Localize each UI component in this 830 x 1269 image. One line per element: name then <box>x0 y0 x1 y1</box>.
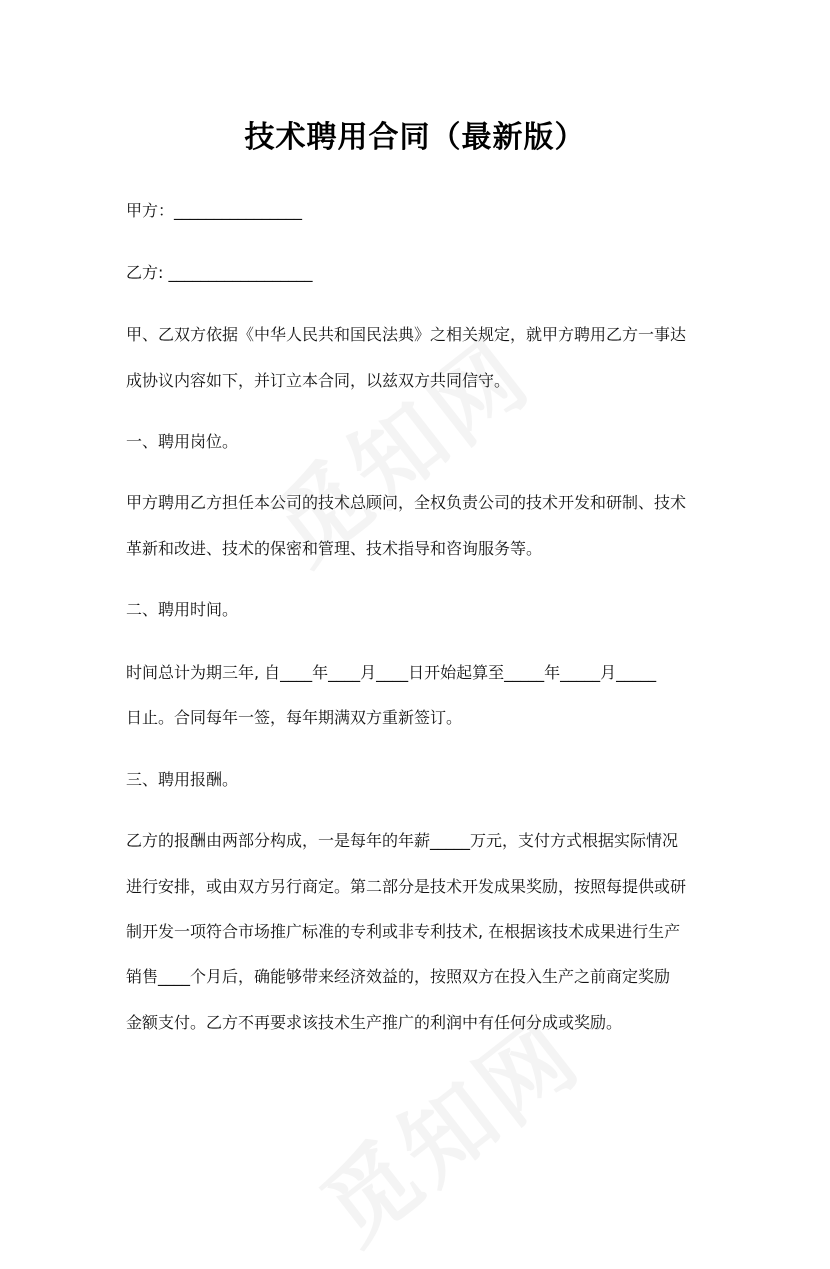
section-heading: 三、聘用报酬。 <box>126 770 239 789</box>
party-b-line: 乙方: __________________ <box>126 263 313 282</box>
section-body-line: 乙方的报酬由两部分构成，一是每年的年薪_____万元，支付方式根据实际情况 <box>126 831 679 850</box>
section-body-line: 时间总计为期三年, 自____年____月____日开始起算至_____年_____月_____ <box>126 663 657 682</box>
document-title: 技术聘用合同（最新版） <box>244 120 586 155</box>
section-body-line: 金额支付。乙方不再要求该技术生产推广的利润中有任何分成或奖励。 <box>126 1013 623 1032</box>
section-body-line: 进行安排，或由双方另行商定。第二部分是技术开发成果奖励，按照每提供或研 <box>126 877 687 896</box>
section-heading: 二、聘用时间。 <box>126 600 239 619</box>
section-body-line: 制开发一项符合市场推广标准的专利或非专利技术, 在根据该技术成果进行生产 <box>126 922 681 941</box>
party-a-line: 甲方：________________ <box>126 201 303 220</box>
section-body-line: 日止。合同每年一签，每年期满双方重新签订。 <box>126 708 463 727</box>
section-heading: 一、聘用岗位。 <box>126 432 239 451</box>
section-body-line: 销售____个月后，确能够带来经济效益的，按照双方在投入生产之前商定奖励 <box>126 967 671 986</box>
section-body-line: 革新和改进、技术的保密和管理、技术指导和咨询服务等。 <box>126 539 543 558</box>
section-body-line: 甲方聘用乙方担任本公司的技术总顾问，全权负责公司的技术开发和研制、技术 <box>126 493 687 512</box>
intro-line: 甲、乙双方依据《中华人民共和国民法典》之相关规定，就甲方聘用乙方一事达 <box>126 325 687 344</box>
intro-line: 成协议内容如下，并订立本合同，以兹双方共同信守。 <box>126 371 511 390</box>
